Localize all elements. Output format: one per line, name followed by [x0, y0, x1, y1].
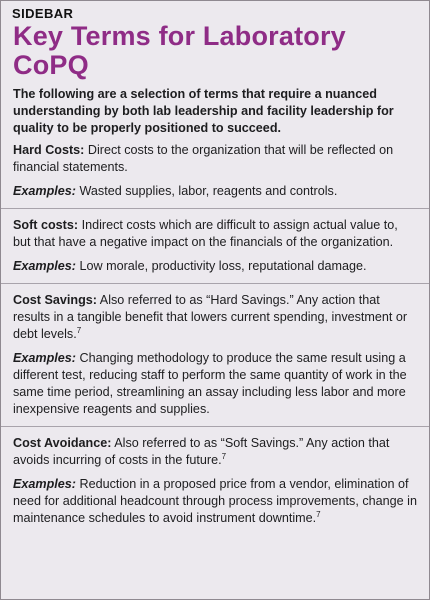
- section-divider: [1, 426, 429, 427]
- sidebar-kicker: SIDEBAR: [12, 6, 74, 21]
- examples-text: Low morale, productivity loss, reputational damage.: [76, 259, 367, 273]
- section-divider: [1, 208, 429, 209]
- examples-text: Changing methodology to produce the same result using a different test, reducing staff to perform the same quantity of work in the same time period, streamlining an assay including less labor and more inexpensive reagents and supplies.: [13, 351, 407, 416]
- examples-text: Wasted supplies, labor, reagents and controls.: [76, 184, 338, 198]
- section-divider: [1, 283, 429, 284]
- term-hard-costs: [13, 142, 417, 200]
- definition-text: Also referred to as “Soft Savings.” Any action that avoids incurring of costs in the future.: [13, 436, 390, 467]
- examples-label: Examples:: [13, 351, 76, 365]
- footnote-ref: 7: [316, 509, 321, 519]
- footnote-ref: 7: [76, 325, 82, 335]
- term-label: Cost Avoidance:: [13, 436, 112, 450]
- term-examples: [13, 258, 417, 275]
- term-label: Cost Savings:: [13, 293, 97, 307]
- definition-text: Direct costs to the organization that will be reflected on financial statements.: [13, 143, 394, 174]
- term-examples: [13, 350, 417, 418]
- definition-text: Indirect costs which are difficult to assign actual value to, but that have a negative impact on the financials of the organization.: [13, 218, 398, 249]
- sidebar-title: [13, 22, 417, 80]
- title-line-2: CoPQ: [13, 50, 89, 80]
- intro-paragraph: The following are a selection of terms that require a nuanced understanding by both lab leadership and facility leadership for quality to be properly positioned to succeed.: [13, 87, 394, 135]
- examples-label: Examples:: [13, 477, 76, 491]
- term-definition: [13, 292, 417, 343]
- term-definition: [13, 435, 417, 469]
- term-label: Hard Costs:: [13, 143, 85, 157]
- definition-text: Also referred to as “Hard Savings.” Any action that results in a tangible benefit that lowers current spending, investment or debt levels.: [13, 293, 408, 341]
- term-definition: [13, 217, 417, 251]
- examples-label: Examples:: [13, 259, 76, 273]
- term-label: Soft costs:: [13, 218, 79, 232]
- examples-label: Examples:: [13, 184, 76, 198]
- term-soft-costs: [13, 217, 417, 275]
- examples-text: Reduction in a proposed price from a vendor, elimination of need for additional headcount through process improvements, change in maintenance schedules to avoid instrument downtime.: [13, 477, 417, 525]
- term-examples: [13, 476, 417, 527]
- term-definition: [13, 142, 417, 176]
- footnote-ref: 7: [221, 451, 227, 461]
- term-examples: [13, 183, 417, 200]
- term-cost-avoidance: [13, 435, 417, 527]
- title-line-1: Key Terms for Laboratory: [13, 21, 346, 51]
- term-cost-savings: [13, 292, 417, 418]
